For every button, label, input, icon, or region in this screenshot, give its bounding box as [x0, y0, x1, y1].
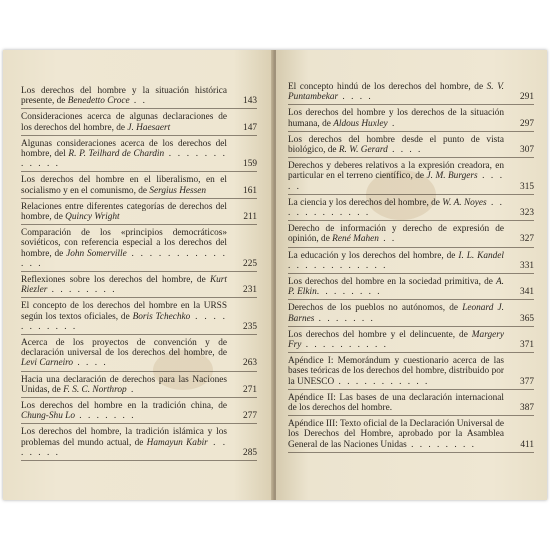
toc-leader-dots: . . . . . . . . [47, 285, 117, 296]
toc-page-number: 365 [520, 313, 534, 324]
toc-entry [288, 277, 534, 300]
toc-leader-dots: . . . . . . . . [316, 287, 382, 298]
left-page [3, 50, 274, 500]
toc-leader-dots: . . . . . . . [74, 411, 136, 422]
toc-leader-dots: . . . . . . . [21, 437, 228, 458]
left-toc [21, 86, 257, 464]
toc-entry [21, 175, 257, 198]
toc-page-number: 341 [520, 287, 534, 298]
toc-entry-author: Chung-Shu Lo [21, 411, 75, 422]
toc-page-number: 291 [520, 92, 534, 103]
toc-page-number: 231 [243, 285, 257, 296]
toc-page-number: 277 [243, 411, 257, 422]
toc-leader-dots: . . . . . . . . . . . . [21, 149, 228, 170]
toc-entry-title: Reflexiones sobre los derechos del hombre, de [21, 275, 206, 286]
toc-entry-title: Los derechos del hombre en la sociedad primitiva, de [288, 277, 493, 288]
toc-entry [21, 301, 257, 335]
toc-leader-dots: . . . . . . . . . . . [21, 311, 227, 332]
toc-entry [21, 338, 257, 372]
toc-entry-author: Margery Fry [288, 329, 504, 351]
toc-entry [21, 401, 257, 424]
toc-page-number: 211 [243, 212, 257, 223]
toc-entry-title: Hacia una declaración de derechos para las Naciones Unidas, de [21, 374, 227, 395]
toc-entry [288, 356, 534, 390]
toc-page-number: 161 [243, 185, 257, 196]
toc-page-number: 235 [243, 321, 257, 332]
toc-entry [21, 139, 257, 173]
toc-page-number: 315 [520, 181, 534, 192]
toc-leader-dots: . . . . . . . . . . [301, 340, 388, 351]
toc-entry-author: Levi Carneiro [21, 358, 74, 369]
toc-entry [21, 202, 257, 225]
toc-entry [288, 198, 534, 221]
toc-entry-author: I. L. Kandel [458, 250, 504, 261]
toc-entry [288, 393, 534, 416]
toc-page-number: 225 [243, 258, 257, 269]
toc-entry-author: Quincy Wright [65, 212, 120, 223]
toc-entry-title: Los derechos del hombre en la tradición china, de [21, 401, 227, 412]
toc-leader-dots: . . . . . . . [314, 313, 375, 324]
toc-entry-author: Leonard J. Barnes [288, 303, 504, 324]
toc-entry-author: A. P. Elkin [288, 277, 504, 298]
toc-leader-dots: . . . . [73, 358, 108, 369]
toc-page-number: 387 [520, 403, 534, 414]
toc-leader-dots: . . . . . [288, 171, 505, 192]
toc-entry-title: Derechos de los pueblos no autónomos, de [288, 303, 458, 314]
toc-page-number: 147 [243, 122, 257, 133]
toc-leader-dots: . . . . [387, 145, 423, 156]
toc-entry-author: W. A. Noyes [442, 197, 487, 208]
toc-entry [21, 427, 257, 461]
toc-entry [21, 112, 257, 135]
toc-leader-dots: . . [129, 96, 147, 107]
toc-page-number: 411 [520, 439, 534, 450]
toc-entry-author: Sergius Hessen [149, 185, 207, 196]
toc-entry [288, 161, 534, 195]
toc-entry-title: El concepto de los derechos del hombre en la URSS según los textos oficiales, de [21, 301, 227, 322]
open-book [3, 50, 547, 500]
toc-entry-author: Aldous Huxley [333, 118, 388, 129]
toc-entry-title: Los derechos del hombre desde el punto de vista biológico, de [288, 134, 504, 156]
toc-entry [288, 419, 534, 453]
toc-page-number: 331 [520, 260, 534, 271]
toc-leader-dots: . . [378, 234, 397, 245]
toc-entry-title: La educación y los derechos del hombre, de [288, 250, 456, 261]
toc-leader-dots: . [126, 384, 136, 395]
toc-entry-author: John Somerville [66, 248, 127, 259]
toc-entry-title: Comparación de los «principios democráticos» soviéticos, con referencia especial a los derechos del hombre, de [21, 228, 227, 259]
toc-entry-title: Los derechos del hombre en el liberalismo, en el socialismo y en el comunismo, de [21, 175, 227, 196]
toc-entry [21, 275, 257, 298]
toc-leader-dots: . . . . . . . . [406, 439, 476, 450]
toc-entry [21, 228, 257, 272]
toc-entry [288, 330, 534, 353]
toc-entry-author: R. W. Gerard [338, 145, 388, 156]
toc-page-number: 323 [520, 208, 534, 219]
toc-entry [21, 86, 257, 109]
toc-entry [288, 303, 534, 326]
toc-leader-dots: . [387, 118, 397, 129]
toc-page-number: 371 [520, 340, 534, 351]
toc-entry-title: Los derechos del hombre, la tradición islámica y los problemas del mundo actual, de [21, 427, 227, 448]
toc-entry-author: Boris Tchechko [132, 311, 191, 322]
toc-page-number: 327 [520, 234, 534, 245]
toc-entry-author: S. V. Puntambekar [288, 82, 505, 103]
toc-entry-title: La ciencia y los derechos del hombre, de [288, 197, 440, 208]
toc-entry-title: Apéndice II: Las bases de una declaración internacional de los derechos del hombre. [288, 392, 504, 414]
toc-entry-title: Los derechos del hombre y la situación histórica presente, de [21, 86, 227, 107]
toc-entry-title: Derecho de información y derecho de expresión de opinión, de [288, 224, 504, 245]
toc-entry-author: Hamayun Kabir [146, 437, 208, 448]
toc-entry [21, 375, 257, 398]
toc-entry-title: Apéndice III: Texto oficial de la Declaración Universal de los Derechos del Hombre, aprobado por la Asamblea General de las Naciones Unidas [288, 419, 505, 450]
toc-entry-title: Acerca de los proyectos de convención y de declaración universal de los derechos del hombre, de [21, 338, 227, 359]
toc-page-number: 159 [243, 159, 257, 170]
toc-entry-author: J. M. Burgers [426, 171, 478, 182]
toc-entry-title: Consideraciones acerca de algunas declaraciones de los derechos del hombre, de [21, 112, 227, 133]
toc-entry-title: Los derechos del hombre y los derechos de la situación humana, de [288, 108, 504, 129]
toc-entry-author: René Mahen [332, 234, 379, 245]
toc-page-number: 143 [243, 96, 257, 107]
toc-entry [288, 82, 534, 105]
toc-page-number: 263 [243, 358, 257, 369]
toc-entry-author: J. Haesaert [127, 122, 171, 133]
toc-page-number: 297 [520, 118, 534, 129]
toc-entry-author: Benedetto Croce [67, 96, 130, 107]
toc-entry-author: Kurt Riezler [21, 275, 228, 296]
toc-entry-title: Los derechos del hombre y el delincuente, de [288, 329, 468, 340]
toc-leader-dots: . . . . [338, 92, 373, 103]
toc-page-number: 307 [520, 145, 534, 156]
right-page [276, 50, 547, 500]
toc-entry-author: F. S. C. Northrop [63, 384, 127, 395]
toc-entry-title: Derechos y deberes relativos a la expresión creadora, en particular en el terreno científico, de [288, 161, 504, 182]
toc-entry-title: Algunas consideraciones acerca de los derechos del hombre, del [21, 138, 227, 160]
toc-entry-title: Apéndice I: Memorándum y cuestionario acerca de las bases teóricas de los derechos del hombre, distribuido por la UNESCO [288, 356, 504, 387]
right-toc [288, 82, 534, 456]
toc-page-number: 377 [520, 376, 534, 387]
toc-entry [288, 135, 534, 158]
toc-page-number: 285 [243, 447, 257, 458]
toc-entry-title: Relaciones entre diferentes categorías de derechos del hombre, de [21, 201, 227, 223]
toc-entry-title: El concepto hindú de los derechos del hombre, de [288, 82, 484, 92]
toc-entry [288, 251, 534, 274]
toc-entry [288, 224, 534, 247]
toc-entry-author: R. P. Teilhard de Chardin [68, 149, 165, 160]
toc-entry [288, 108, 534, 131]
toc-leader-dots: . . . . . . . . . . . . [288, 260, 388, 271]
toc-leader-dots: . . . . . . . . . . . . . . [21, 248, 227, 269]
toc-page-number: 271 [243, 384, 257, 395]
toc-leader-dots: . . . . . . . . . . . . [288, 197, 505, 219]
toc-leader-dots: . . . . . . . . . . . [334, 376, 430, 387]
